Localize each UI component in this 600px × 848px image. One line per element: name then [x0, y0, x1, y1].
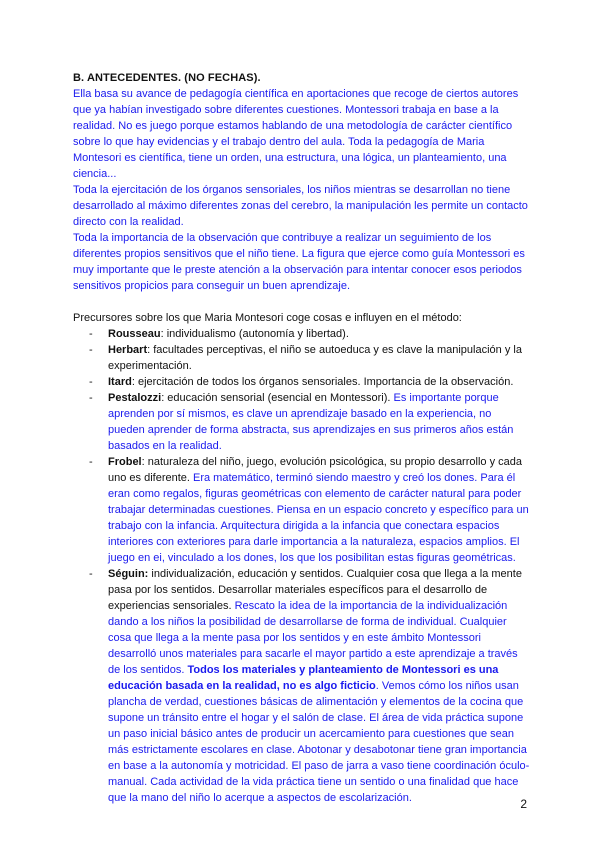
list-dash: -	[89, 392, 93, 404]
precursor-notes: . Vemos cómo los niños usan plancha de verdad, cuestiones básicas de alimentación y elementos de la cocina que supone un tránsito entre el hogar y el salón de clase. El área de vida práctica supone un paso inicial básico antes de producir un acercamiento para cuestiones que sean más estrictamente escolares en clase. Abotonar y desabotonar tiene gran importancia en base a la autonomía y motricidad. El paso de jarra a vaso tiene coordinación óculo-manual. Cada actividad de la vida práctica tiene un sentido o una finalidad que hace que la mano del niño lo acerque a aspectos de escolarización.	[108, 680, 530, 804]
precursor-notes: Es importante porque aprenden por sí mismos, es clave un aprendizaje basado en la experiencia, no pueden aprender de forma abstracta, sus aprendizajes en sus primeros años están basados en la realidad.	[108, 392, 514, 452]
intro-paragraph: Toda la ejercitación de los órganos sensoriales, los niños mientras se desarrollan no tiene desarrollado al máximo diferentes zonas del cerebro, la manipulación les permite un contacto directo con la realidad.	[73, 184, 528, 228]
list-item	[73, 326, 531, 342]
precursor-name: Pestalozzi	[108, 392, 162, 404]
intro-paragraph: Ella basa su avance de pedagogía científica en aportaciones que recoge de ciertos autores que ya habían investigado sobre diferentes cuestiones. Montessori trabaja en base a la realidad. No es juego porque estamos hablando de una metodología de carácter científico sobre lo que hay evidencias y el trabajo dentro del aula. Toda la pedagogía de Maria Montesori es científica, tiene un orden, una estructura, una lógica, un planteamiento, una ciencia...	[73, 88, 519, 180]
list-dash: -	[89, 344, 93, 356]
precursor-description: individualización, educación y sentidos. Cualquier cosa que llega a la mente pasa por los sentidos. Desarrollar materiales específicos para el desarrollo de experiencias sensoriales.	[108, 568, 522, 612]
precursor-emphasis: Todos los materiales y planteamiento de Montessori es una educación basada en la realidad, no es algo ficticio	[108, 664, 499, 692]
precursor-notes: Era matemático, terminó siendo maestro y creó los dones. Para él eran como regalos, figuras geométricas con elemento de carácter natural para poder trabajar determinadas cuestiones. Piensa en un espacio concreto y específico para un trabajo con la infancia. Arquitectura dirigida a la infancia que conectara espacios interiores con exteriores para darle importancia a la naturaleza, espacios amplios. El juego en ei, vinculado a los dones, los que los posibilitan estas figuras geométricas.	[108, 472, 529, 564]
list-dash: -	[89, 376, 93, 388]
precursor-name: Rousseau	[108, 328, 161, 340]
list-item	[73, 566, 531, 806]
precursor-description: : facultades perceptivas, el niño se autoeduca y es clave la manipulación y la experimentación.	[108, 344, 522, 372]
precursor-name: Itard	[108, 376, 132, 388]
list-dash: -	[89, 456, 93, 468]
precursor-description: : individualismo (autonomía y libertad).	[160, 328, 349, 340]
precursors-intro: Precursores sobre los que Maria Montesori coge cosas e influyen en el método:	[73, 312, 462, 324]
precursor-name: Séguin:	[108, 568, 149, 580]
precursors-list	[73, 326, 531, 806]
list-item	[73, 454, 531, 566]
precursor-name: Herbart	[108, 344, 148, 356]
list-dash: -	[89, 328, 93, 340]
list-item	[73, 374, 531, 390]
intro-paragraphs	[73, 86, 531, 294]
list-item	[73, 390, 531, 454]
precursor-description: : naturaleza del niño, juego, evolución psicológica, su propio desarrollo y cada uno es diferente.	[108, 456, 522, 484]
precursor-name: Frobel	[108, 456, 142, 468]
section-heading: B. ANTECEDENTES. (NO FECHAS).	[73, 72, 261, 84]
precursor-description: : educación sensorial (esencial en Montessori).	[161, 392, 391, 404]
document-page	[73, 70, 531, 806]
intro-paragraph: Toda la importancia de la observación que contribuye a realizar un seguimiento de los diferentes propios sensitivos que el niño tiene. La figura que ejerce como guía Montessori es muy importante que le preste atención a la observación para intentar conocer esos periodos sensitivos propicios para conseguir un buen aprendizaje.	[73, 232, 525, 292]
page-number: 2	[520, 797, 527, 811]
list-dash: -	[89, 568, 93, 580]
precursor-notes: Rescato la idea de la importancia de la individualización dando a los niños la posibilidad de desarrollarse de forma de individual. Cualquier cosa que llega a la mente pasa por los sentidos y en este ámbito Montessori desarrolló unos materiales para sacarle el mayor partido a este aprendizaje a través de los sentidos.	[108, 600, 518, 676]
list-item	[73, 342, 531, 374]
precursor-description: : ejercitación de todos los órganos sensoriales. Importancia de la observación.	[131, 376, 514, 388]
